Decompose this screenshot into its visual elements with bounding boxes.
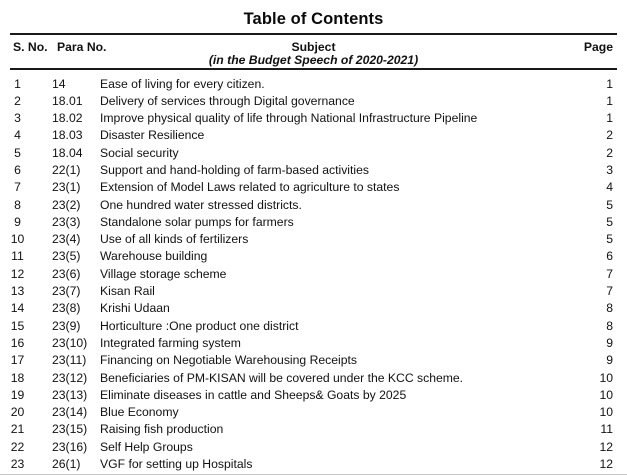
para-number-cell: 23(3) [52,214,81,229]
page-number-cell: 7 [606,266,613,281]
subject-cell: Beneficiaries of PM-KISAN will be covered under the KCC scheme. [100,370,464,385]
subject-cell: Warehouse building [100,249,208,264]
para-number-cell: 18.01 [52,93,83,108]
subject-cell: Social security [100,145,179,160]
subject-cell: One hundred water stressed districts. [100,197,302,212]
serial-number-cell: 15 [10,318,25,333]
page-number-cell: 11 [600,422,613,437]
subject-cell: Blue Economy [100,405,179,420]
table-row [0,197,627,214]
para-number-cell: 23(15) [52,422,88,437]
table-row [0,439,627,456]
serial-number-cell: 6 [14,162,21,177]
subject-cell: Ease of living for every citizen. [100,76,265,91]
para-number-cell: 18.02 [52,111,83,126]
subject-cell: Horticulture :One product one district [100,318,299,333]
para-number-cell: 26(1) [52,457,81,472]
serial-number-cell: 11 [11,249,24,264]
page-number-cell: 12 [599,457,613,472]
subject-cell: Use of all kinds of fertilizers [100,232,249,247]
serial-number-cell: 13 [10,284,25,299]
table-row [0,283,627,300]
page-number-cell: 5 [606,197,613,212]
page-number-cell: 1 [606,76,613,91]
para-number-cell: 18.03 [52,128,83,143]
subject-cell: Self Help Groups [100,439,193,454]
serial-number-cell: 20 [10,405,25,420]
table-row [0,179,627,196]
toc-rows-container [0,76,627,474]
col-header-subject-subtitle: (in the Budget Speech of 2020-2021) [208,53,419,67]
subject-cell: Kisan Rail [100,284,155,299]
subject-cell: Financing on Negotiable Warehousing Receipts [100,353,357,368]
header-top-rule [10,33,617,35]
serial-number-cell: 1 [14,76,21,91]
serial-number-cell: 14 [10,301,25,316]
subject-cell: Raising fish production [100,422,224,437]
para-number-cell: 23(10) [52,335,88,350]
page-number-cell: 10 [599,370,613,385]
serial-number-cell: 16 [10,335,25,350]
page-number-cell: 4 [606,180,613,195]
page-number-cell: 7 [606,284,613,299]
table-row [0,266,627,283]
page-number-cell: 3 [606,162,613,177]
serial-number-cell: 21 [10,422,25,437]
table-row [0,404,627,421]
subject-cell: Standalone solar pumps for farmers [100,214,294,229]
para-number-cell: 23(1) [52,180,81,195]
page-number-cell: 8 [606,301,613,316]
table-row [0,370,627,387]
subject-cell: Integrated farming system [100,335,241,350]
subject-cell: Improve physical quality of life through National Infrastructure Pipeline [100,111,478,126]
para-number-cell: 14 [52,76,66,91]
table-row [0,110,627,127]
serial-number-cell: 4 [14,128,21,143]
page-number-cell: 9 [606,353,613,368]
subject-cell: Village storage scheme [100,266,227,281]
col-header-para: Para No. [57,40,107,54]
serial-number-cell: 5 [14,145,21,160]
page-number-cell: 10 [599,387,613,402]
serial-number-cell: 18 [10,370,25,385]
para-number-cell: 23(8) [52,301,81,316]
page-number-cell: 2 [606,128,613,143]
para-number-cell: 23(11) [52,353,87,368]
serial-number-cell: 10 [10,232,25,247]
table-row [0,93,627,110]
col-header-subject: Subject [291,40,336,54]
serial-number-cell: 12 [10,266,25,281]
table-row [0,387,627,404]
para-number-cell: 23(9) [52,318,81,333]
page-number-cell: 8 [606,318,613,333]
page-number-cell: 1 [606,93,613,108]
serial-number-cell: 23 [10,457,25,472]
table-row [0,335,627,352]
serial-number-cell: 7 [14,180,21,195]
serial-number-cell: 3 [14,111,21,126]
col-header-page: Page [583,40,613,54]
table-row [0,456,627,473]
table-row [0,214,627,231]
subject-cell: Extension of Model Laws related to agriculture to states [100,180,400,195]
table-row [0,76,627,93]
para-number-cell: 23(16) [52,439,88,454]
serial-number-cell: 9 [14,214,21,229]
serial-number-cell: 19 [10,387,25,402]
subject-cell: Eliminate diseases in cattle and Sheeps& Goats by 2025 [100,387,407,402]
page-number-cell: 2 [606,145,613,160]
para-number-cell: 23(4) [52,232,81,247]
para-number-cell: 18.04 [52,145,83,160]
serial-number-cell: 8 [14,197,21,212]
subject-cell: Krishi Udaan [100,301,170,316]
table-row [0,352,627,369]
table-row [0,318,627,335]
page-number-cell: 5 [606,232,613,247]
subject-cell: VGF for setting up Hospitals [100,457,253,472]
subject-cell: Disaster Resilience [100,128,205,143]
table-row [0,421,627,438]
page-number-cell: 10 [599,405,613,420]
page-number-cell: 5 [606,214,613,229]
para-number-cell: 23(5) [52,249,81,264]
header-bottom-rule [10,68,617,70]
para-number-cell: 23(6) [52,266,81,281]
table-row [0,127,627,144]
table-row [0,145,627,162]
serial-number-cell: 17 [10,353,25,368]
para-number-cell: 23(2) [52,197,81,212]
page-number-cell: 6 [606,249,613,264]
page-number-cell: 12 [599,439,613,454]
para-number-cell: 23(13) [52,387,88,402]
table-row [0,248,627,265]
serial-number-cell: 2 [14,93,21,108]
para-number-cell: 23(12) [52,370,88,385]
page-number-cell: 1 [606,111,613,126]
subject-cell: Delivery of services through Digital governance [100,93,355,108]
para-number-cell: 23(7) [52,284,81,299]
col-header-sno: S. No. [13,40,48,54]
table-row [0,162,627,179]
para-number-cell: 22(1) [52,162,81,177]
table-row [0,231,627,248]
page-title: Table of Contents [243,10,384,28]
subject-cell: Support and hand-holding of farm-based activities [100,162,369,177]
serial-number-cell: 22 [10,439,25,454]
table-row [0,300,627,317]
para-number-cell: 23(14) [52,405,88,420]
page-number-cell: 9 [606,335,613,350]
